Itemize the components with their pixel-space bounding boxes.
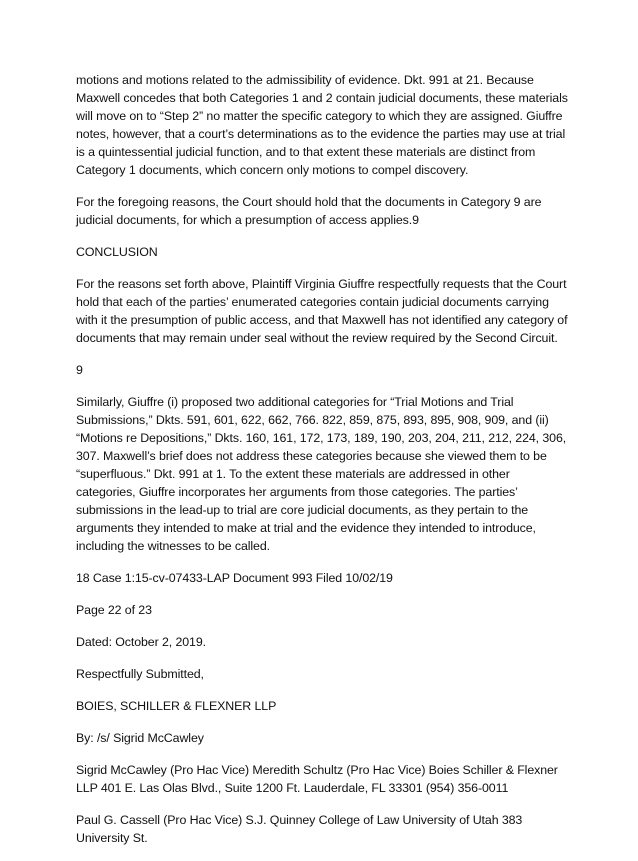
body-paragraph-conclusion: For the reasons set forth above, Plaintiff Virginia Giuffre respectfully requests that the Court hold that each of the parties’ enumerated categories contain judicial documents carrying with it the presumption of public access, and that Maxwell has not identified any category of documents that may remain under seal without the review required by the Second Circuit. xyxy=(76,277,568,345)
date-line: Dated: October 2, 2019. xyxy=(76,635,206,649)
document-page xyxy=(76,71,568,861)
counsel-block-1: Sigrid McCawley (Pro Hac Vice) Meredith Schultz (Pro Hac Vice) Boies Schiller & Flexner LLP 401 E. Las Olas Blvd., Suite 1200 Ft. Lauderdale, FL 33301 (954) 356-0011 xyxy=(76,763,558,795)
case-header-line: 18 Case 1:15-cv-07433-LAP Document 993 Filed 10/02/19 xyxy=(76,571,393,585)
body-paragraph-conclusion-lead: For the foregoing reasons, the Court should hold that the documents in Category 9 are judicial documents, for which a presumption of access applies.9 xyxy=(76,195,542,227)
firm-name: BOIES, SCHILLER & FLEXNER LLP xyxy=(76,699,277,713)
section-heading-conclusion: CONCLUSION xyxy=(76,245,158,259)
footnote-number: 9 xyxy=(76,363,83,377)
footnote-text: Similarly, Giuffre (i) proposed two additional categories for “Trial Motions and Trial Submissions,” Dkts. 591, 601, 622, 662, 766. 822, 859, 875, 893, 895, 908, 909, and (ii) “Motions re Depositions,” Dkts. 160, 161, 172, 173, 189, 190, 203, 204, 211, 212, 224, 306, 307. Maxwell’s brief does not address these categories because she viewed them to be “superfluous.” Dkt. 991 at 1. To the extent these materials are addressed in other categories, Giuffre incorporates her arguments from those categories. The parties’ submissions in the lead-up to trial are core judicial documents, as they pertain to the arguments they intended to make at trial and the evidence they intended to introduce, including the witnesses to be called. xyxy=(76,395,567,553)
body-paragraph-continued: motions and motions related to the admissibility of evidence. Dkt. 991 at 21. Because Maxwell concedes that both Categories 1 and 2 contain judicial documents, these materials will move on to “Step 2” no matter the specific category to which they are assigned. Giuffre notes, however, that a court’s determinations as to the evidence the parties may use at trial is a quintessential judicial function, and to that extent these materials are distinct from Category 1 documents, which concern only motions to compel discovery. xyxy=(76,73,568,177)
closing-line: Respectfully Submitted, xyxy=(76,667,204,681)
page-number: Page 22 of 23 xyxy=(76,603,152,617)
signature-line: By: /s/ Sigrid McCawley xyxy=(76,731,204,745)
counsel-block-2: Paul G. Cassell (Pro Hac Vice) S.J. Quinney College of Law University of Utah 383 University St. xyxy=(76,813,523,845)
